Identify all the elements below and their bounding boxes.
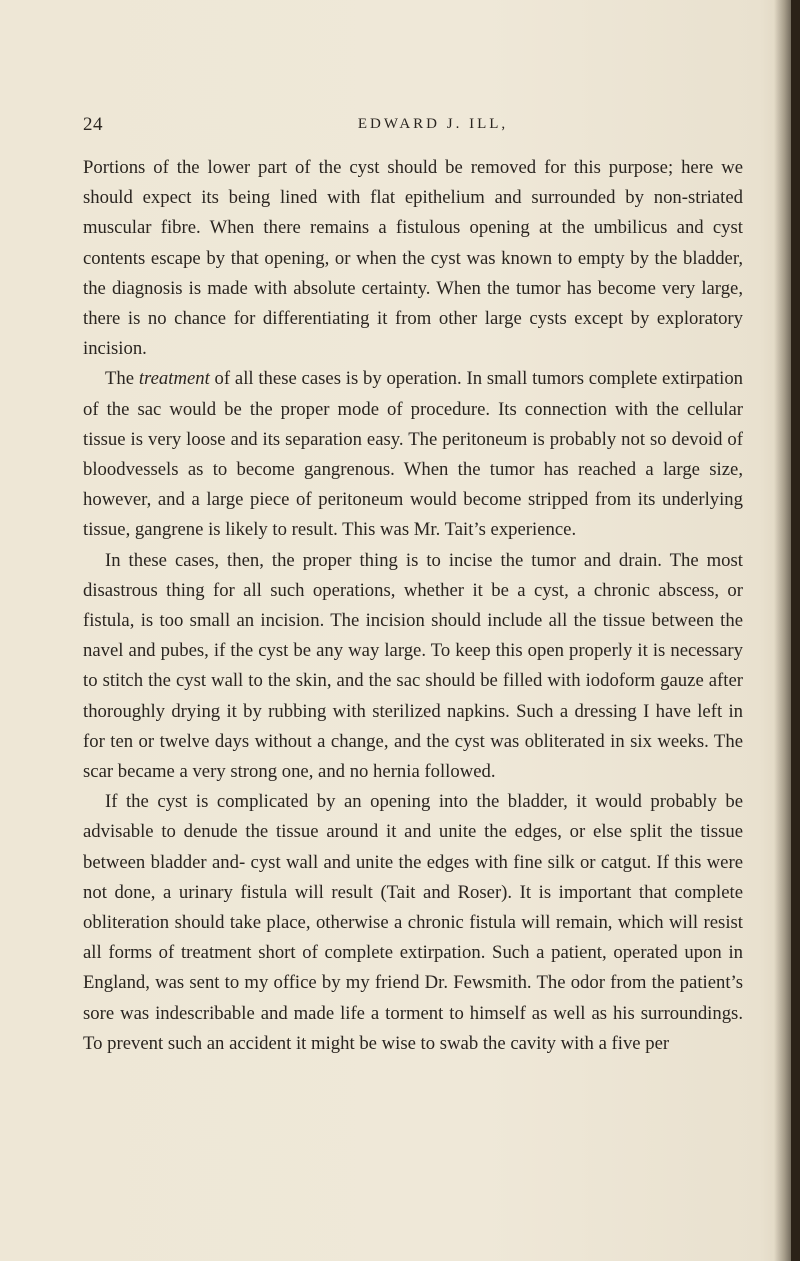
body-text — [83, 153, 743, 1059]
page-header — [83, 114, 743, 140]
treatment-emphasis: treatment — [138, 368, 210, 390]
paragraph-2-text-rest: of all these cases is by operation. In small tumors complete extirpation of the sac would be the proper mode of procedure. Its connection with the cellular tissue is very loose and its separation easy. The peritoneum is probably not so devoid of bloodvessels as to become gangrenous. When the tumor has reached a large size, however, and a large piece of peritoneum would become stripped from its underlying tissue, gangrene is likely to result. This was Mr. Tait’s experience. — [83, 368, 744, 541]
running-head: EDWARD J. ILL, — [357, 116, 509, 132]
paragraph-1 — [83, 153, 743, 364]
paragraph-4-text: If the cyst is complicated by an opening into the bladder, it would probably be advisable to denude the tissue around it and unite the edges, or else split the tissue between bladder and- cyst wall and unite the edges with fine silk or catgut. If this were not done, a urinary fistula will result (Tait and Roser). It is important that complete obliteration should take place, otherwise a chronic fistula will remain, which will resist all forms of treatment short of complete extirpation. Such a patient, operated upon in England, was sent to my office by my friend Dr. Fewsmith. The odor from the patient’s sore was indescribable and made life a torment to himself as well as his surroundings. To prevent such an accident it might be wise to swab the cavity with a five per — [83, 791, 743, 1054]
paragraph-3 — [83, 546, 743, 788]
paragraph-1-text: Portions of the lower part of the cyst should be removed for this purpose; here we should expect its being lined with flat epithelium and surrounded by non-striated muscular fibre. When there remains a fistulous opening at the umbilicus and cyst contents escape by that opening, or when the cyst was known to empty by the bladder, the diagnosis is made with absolute certainty. When the tumor has become very large, there is no chance for differentiating it from other large cysts except by exploratory incision. — [83, 157, 743, 360]
page-number: 24 — [83, 114, 103, 135]
paragraph-3-text: In these cases, then, the proper thing is to incise the tumor and drain. The most disastrous thing for all such operations, whether it be a cyst, a chronic abscess, or fistula, is too small an incision. The incision should include all the tissue between the navel and pubes, if the cyst be any way large. To keep this open properly it is necessary to stitch the cyst wall to the skin, and the sac should be filled with iodoform gauze after thoroughly drying it by rubbing with sterilized napkins. Such a dressing I have left in for ten or twelve days without a change, and the cyst was obliterated in six weeks. The scar became a very strong one, and no hernia followed. — [83, 549, 743, 783]
page-binding-edge — [791, 0, 800, 1261]
paragraph-4 — [83, 787, 743, 1059]
paragraph-2-text-start: The — [105, 368, 139, 390]
paragraph-2 — [83, 364, 743, 545]
